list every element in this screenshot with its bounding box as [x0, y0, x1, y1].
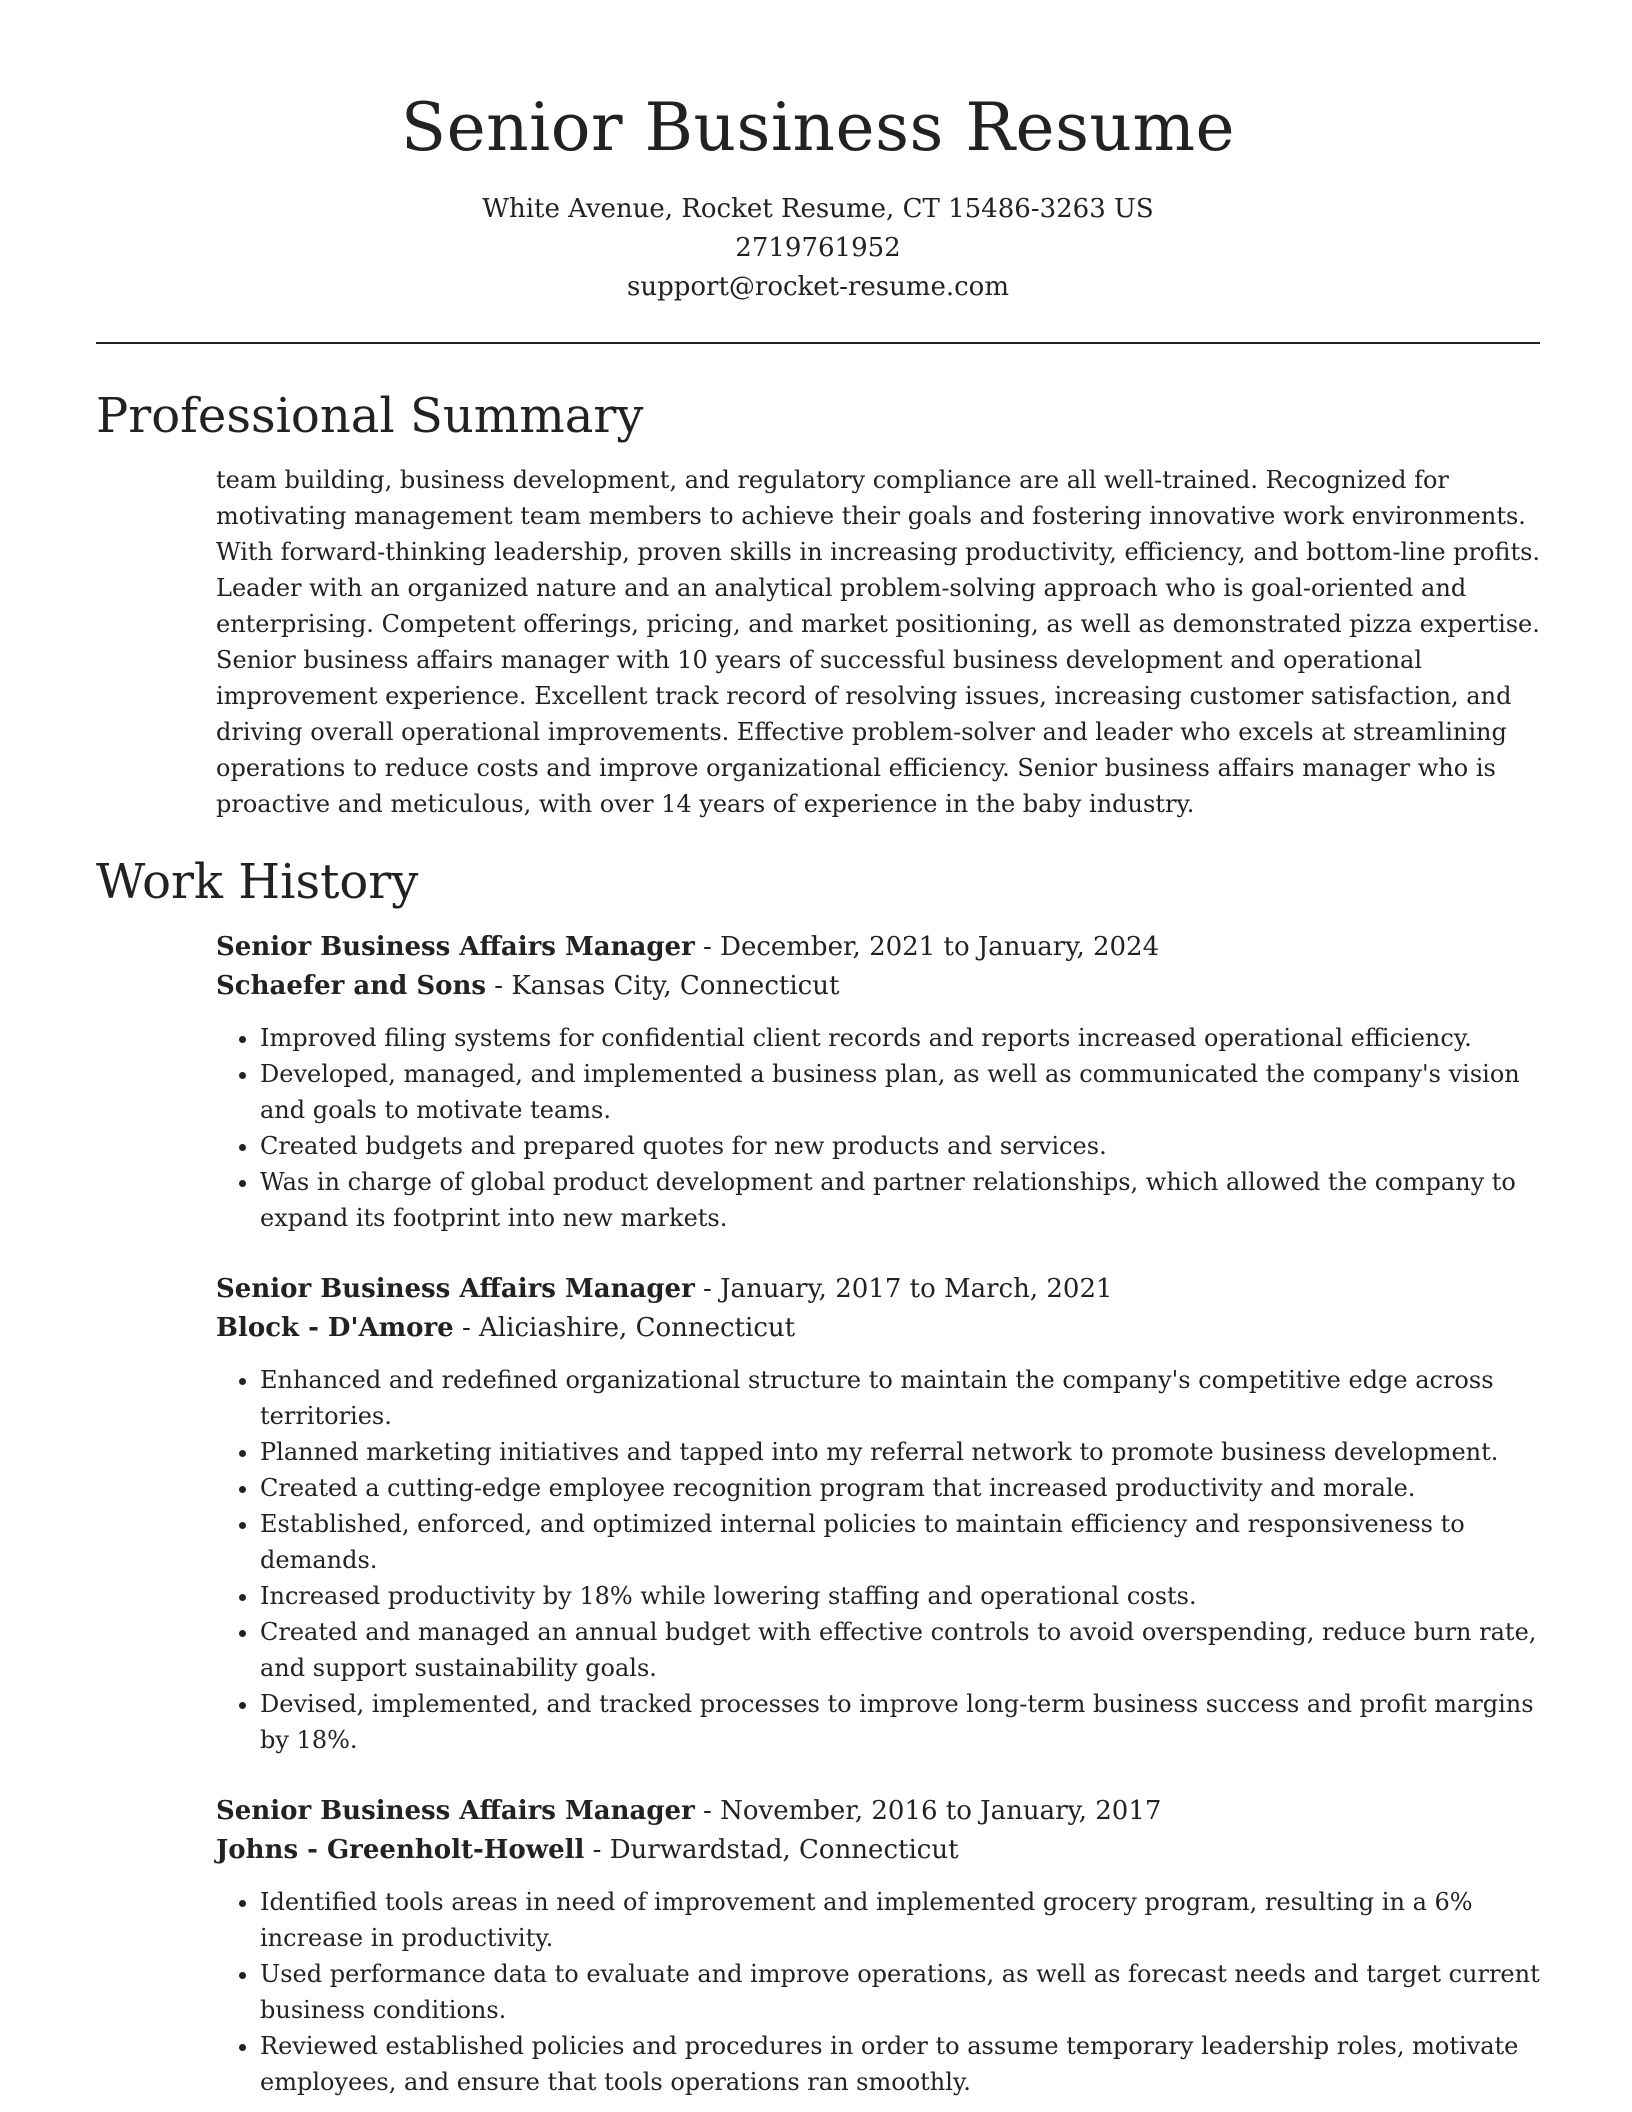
job-bullet: • Established, enforced, and optimized internal policies to maintain efficiency and responsiveness to demands.: [260, 1506, 1556, 1578]
job-role: Senior Business Affairs Manager: [216, 1796, 695, 1826]
job-bullet: • Devised, implemented, and tracked processes to improve long-term business success and profit margins by 18%.: [260, 1686, 1556, 1758]
summary-heading: Professional Summary: [96, 388, 644, 444]
work-history-list: [216, 928, 1556, 2112]
job-company: Johns - Greenholt-Howell: [216, 1835, 585, 1865]
job-company: Block - D'Amore: [216, 1313, 454, 1343]
job-bullet: • Used performance data to evaluate and improve operations, as well as forecast needs and target current business conditions.: [260, 1956, 1556, 2028]
job-bullet: • Created budgets and prepared quotes for new products and services.: [260, 1128, 1556, 1164]
job-role-line: [216, 1792, 1556, 1831]
job-role-line: [216, 1270, 1556, 1309]
job-role-line: [216, 928, 1556, 967]
resume-title: Senior Business Resume: [400, 89, 1236, 166]
work-history-heading: Work History: [96, 854, 419, 910]
job-location: - Kansas City, Connecticut: [486, 971, 840, 1001]
job-company: Schaefer and Sons: [216, 971, 487, 1001]
job-bullet: • Was in charge of global product development and partner relationships, which allowed the company to expand its footprint into new markets.: [260, 1164, 1556, 1236]
email-address: support@rocket-resume.com: [626, 272, 1009, 302]
job-company-line: [216, 1309, 1556, 1348]
job-bullet: • Identified tools areas in need of improvement and implemented grocery program, resulting in a 6% increase in productivity.: [260, 1884, 1556, 1956]
job-role: Senior Business Affairs Manager: [216, 932, 695, 962]
header-divider: [96, 342, 1540, 344]
job-bullet: • Developed, managed, and implemented a business plan, as well as communicated the company's vision and goals to motivate teams.: [260, 1056, 1556, 1128]
job-bullet: • Created and managed an annual budget with effective controls to avoid overspending, reduce burn rate, and support sustainability goals.: [260, 1614, 1556, 1686]
job-bullet: • Reviewed established policies and procedures in order to assume temporary leadership roles, motivate employees, and ensure that tools operations ran smoothly.: [260, 2028, 1556, 2100]
job-entry: [216, 928, 1556, 1236]
job-bullet: • Increased productivity by 18% while lowering staffing and operational costs.: [260, 1578, 1556, 1614]
resume-header: [96, 80, 1540, 307]
job-company-line: [216, 1831, 1556, 1870]
summary-text: team building, business development, and regulatory compliance are all well-trained. Recognized for motivating management team members to achieve their goals and fostering innovative work environments. With forward-thinking leadership, proven skills in increasing productivity, efficiency, and bottom-line profits. Leader with an organized nature and an analytical problem-solving approach who is goal-oriented and enterprising. Competent offerings, pricing, and market positioning, as well as demonstrated pizza expertise. Senior business affairs manager with 10 years of successful business development and operational improvement experience. Excellent track record of resolving issues, increasing customer satisfaction, and driving overall operational improvements. Effective problem-solver and leader who excels at streamlining operations to reduce costs and improve organizational efficiency. Senior business affairs manager who is proactive and meticulous, with over 14 years of experience in the baby industry.: [216, 466, 1541, 818]
job-company-line: [216, 967, 1556, 1006]
job-bullet: • Created a cutting-edge employee recognition program that increased productivity and morale.: [260, 1470, 1556, 1506]
job-bullets: [216, 1020, 1556, 1236]
job-bullets: [216, 1362, 1556, 1758]
job-dates: - December, 2021 to January, 2024: [694, 932, 1160, 962]
job-dates: - November, 2016 to January, 2017: [694, 1796, 1162, 1826]
job-dates: - January, 2017 to March, 2021: [694, 1274, 1113, 1304]
job-entry: [216, 1270, 1556, 1758]
job-bullets: [216, 1884, 1556, 2100]
phone-number: 2719761952: [735, 233, 901, 263]
job-bullet: • Enhanced and redefined organizational structure to maintain the company's competitive edge across territories.: [260, 1362, 1556, 1434]
job-bullet: • Improved filing systems for confidential client records and reports increased operational efficiency.: [260, 1020, 1556, 1056]
job-role: Senior Business Affairs Manager: [216, 1274, 695, 1304]
contact-info: [96, 190, 1540, 307]
job-location: - Durwardstad, Connecticut: [584, 1835, 959, 1865]
address: White Avenue, Rocket Resume, CT 15486-3263 US: [482, 194, 1154, 224]
job-entry: [216, 1792, 1556, 2100]
job-bullet: • Planned marketing initiatives and tapped into my referral network to promote business development.: [260, 1434, 1556, 1470]
job-location: - Aliciashire, Connecticut: [453, 1313, 796, 1343]
